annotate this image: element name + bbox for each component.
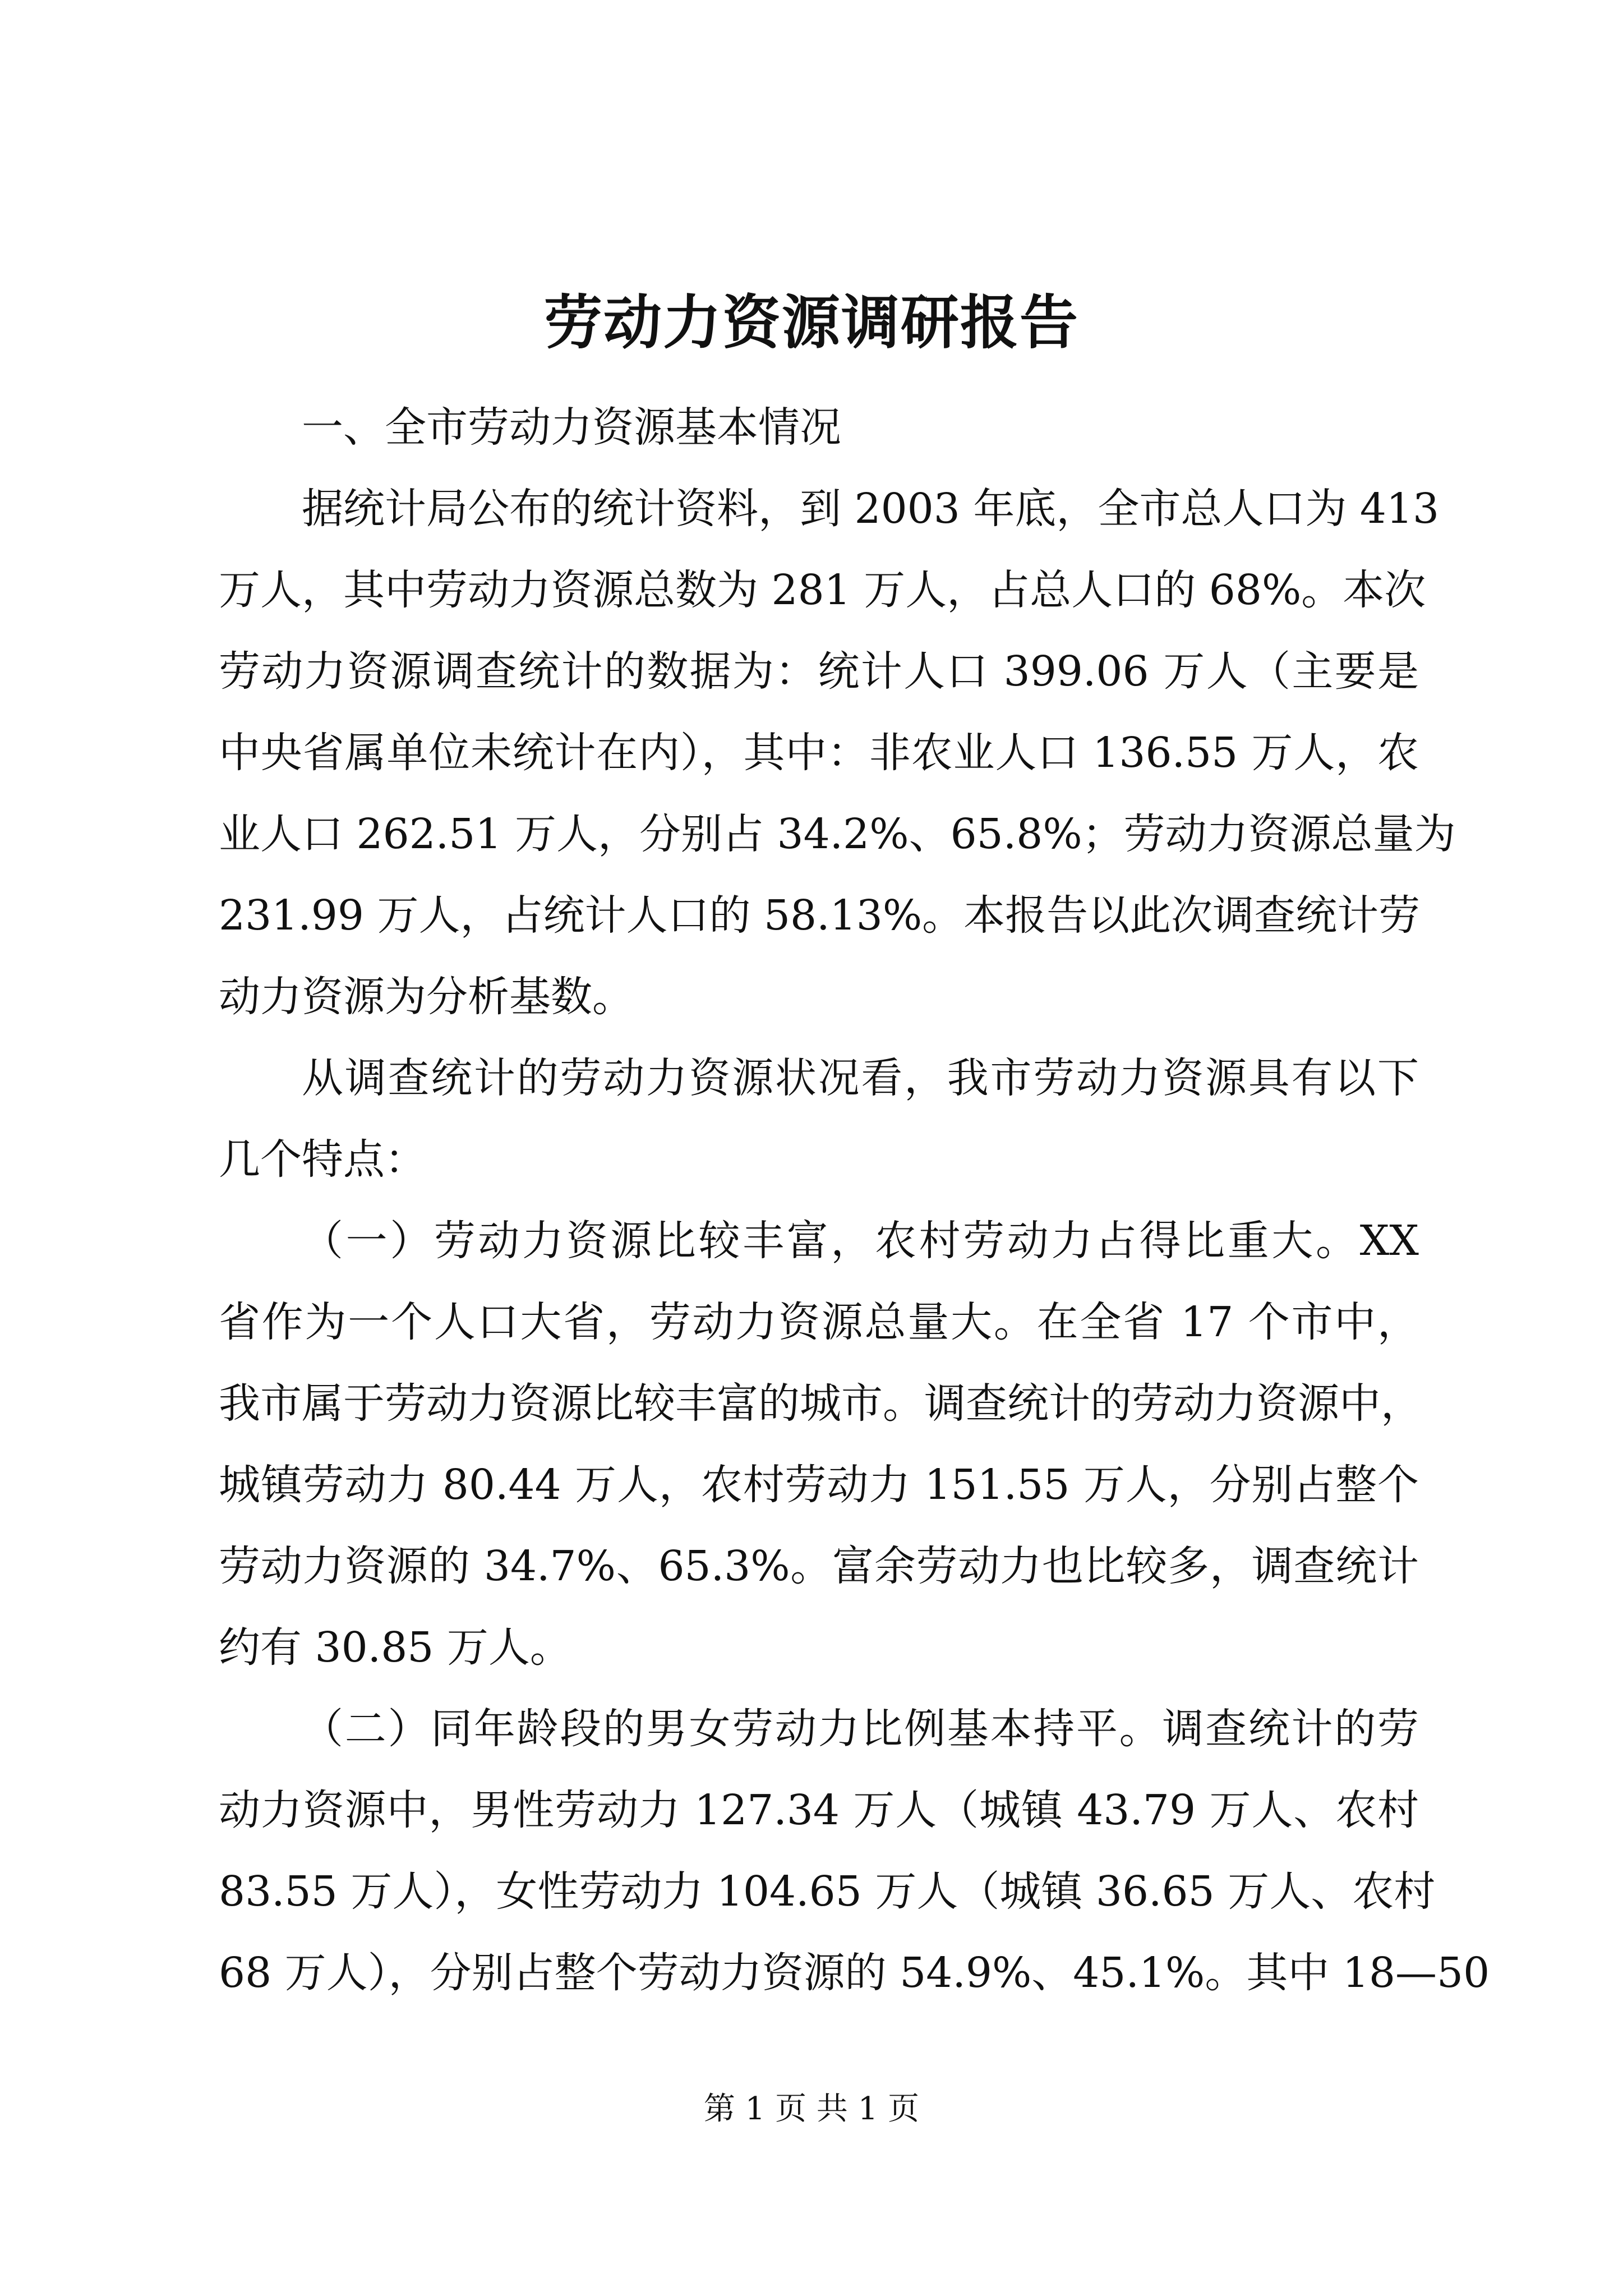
paragraph-line: 231.99 万人，占统计人口的 58.13%。本报告以此次调查统计劳	[219, 891, 1421, 940]
paragraph-line: 省作为一个人口大省，劳动力资源总量大。在全省 17 个市中，	[219, 1298, 1419, 1346]
paragraph-line: 万人，其中劳动力资源总数为 281 万人，占总人口的 68%。本次	[219, 566, 1426, 614]
paragraph-line: 据统计局公布的统计资料，到 2003 年底，全市总人口为 413	[302, 485, 1440, 533]
paragraph-line: 城镇劳动力 80.44 万人，农村劳动力 151.55 万人，分别占整个	[219, 1461, 1419, 1509]
page-number-footer: 第 1 页 共 1 页	[703, 2091, 920, 2127]
paragraph-line: 我市属于劳动力资源比较丰富的城市。调查统计的劳动力资源中，	[219, 1379, 1422, 1428]
paragraph-line: 动力资源为分析基数。	[219, 973, 634, 1021]
paragraph-line: 68 万人），分别占整个劳动力资源的 54.9%、45.1%。其中 18—50	[219, 1949, 1490, 1997]
paragraph-line: 劳动力资源调查统计的数据为：统计人口 399.06 万人（主要是	[219, 647, 1419, 696]
paragraph-line: （一）劳动力资源比较丰富，农村劳动力占得比重大。XX	[302, 1217, 1419, 1265]
section-heading: 一、全市劳动力资源基本情况	[302, 403, 841, 452]
paragraph-line: 中央省属单位未统计在内），其中：非农业人口 136.55 万人，农	[219, 729, 1419, 777]
paragraph-line: 约有 30.85 万人。	[219, 1623, 571, 1672]
paragraph-line: 业人口 262.51 万人，分别占 34.2%、65.8%；劳动力资源总量为	[219, 810, 1456, 858]
paragraph-line: 劳动力资源的 34.7%、65.3%。富余劳动力也比较多，调查统计	[219, 1542, 1419, 1590]
document-body	[219, 387, 1490, 2014]
paragraph-line: 几个特点：	[219, 1135, 426, 1184]
paragraph-line: 动力资源中，男性劳动力 127.34 万人（城镇 43.79 万人、农村	[219, 1786, 1419, 1834]
document-title: 劳动力资源调研报告	[543, 288, 1079, 357]
paragraph-line: （二）同年龄段的男女劳动力比例基本持平。调查统计的劳	[302, 1705, 1419, 1753]
paragraph-line: 83.55 万人），女性劳动力 104.65 万人（城镇 36.65 万人、农村	[219, 1867, 1436, 1916]
paragraph-line: 从调查统计的劳动力资源状况看，我市劳动力资源具有以下	[302, 1054, 1419, 1102]
